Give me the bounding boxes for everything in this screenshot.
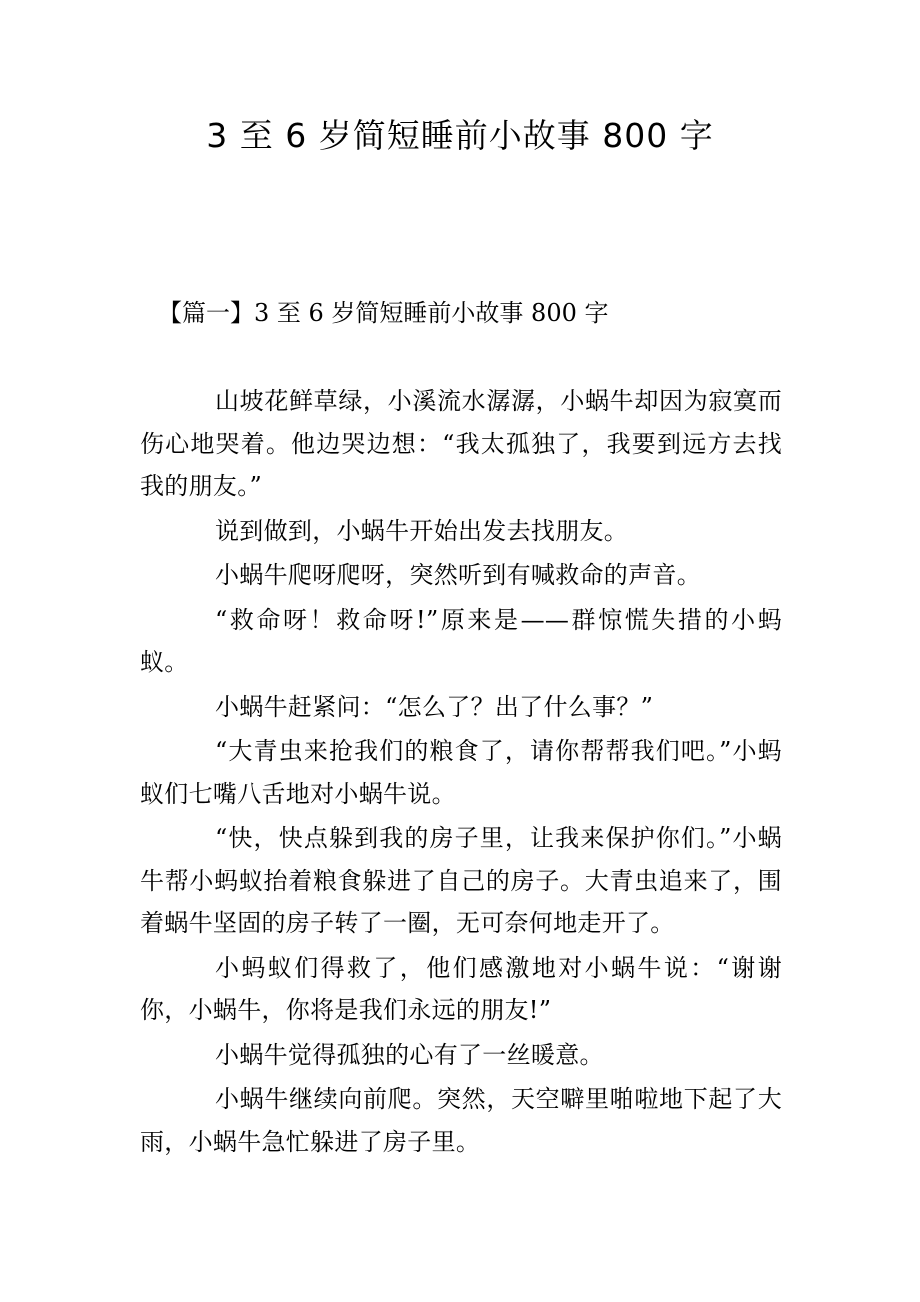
paragraph: 小蜗牛觉得孤独的心有了一丝暖意。 (215, 1040, 604, 1069)
story-body (140, 380, 782, 1165)
paragraph: 说到做到，小蜗牛开始出发去找朋友。 (215, 516, 629, 545)
paragraph: “大青虫来抢我们的粮食了，请你帮帮我们吧。”小蚂蚁们七嘴八舌地对小蜗牛说。 (140, 737, 782, 808)
paragraph: 小蜗牛赶紧问：“怎么了？出了什么事？” (215, 692, 654, 721)
paragraph: 小蜗牛继续向前爬。突然，天空噼里啪啦地下起了大雨，小蜗牛急忙躲进了房子里。 (140, 1085, 782, 1156)
document-title: 3 至 6 岁简短睡前小故事 800 字 (206, 116, 714, 155)
paragraph: 小蚂蚁们得救了，他们感激地对小蜗牛说：“谢谢你，小蜗牛，你将是我们永远的朋友!” (140, 953, 782, 1024)
paragraph: “救命呀！救命呀!”原来是——群惊慌失措的小蚂蚁。 (140, 605, 782, 676)
paragraph: 小蜗牛爬呀爬呀，突然听到有喊救命的声音。 (215, 561, 701, 589)
paragraph: 山坡花鲜草绿，小溪流水潺潺，小蜗牛却因为寂寞而伤心地哭着。他边哭边想：“我太孤独了，我要到远方去找我的朋友。” (140, 387, 782, 500)
paragraph: “快，快点躲到我的房子里，让我来保护你们。”小蜗牛帮小蚂蚁抬着粮食躲进了自己的房子。大青虫追来了，围着蜗牛坚固的房子转了一圈，无可奈何地走开了。 (140, 824, 782, 937)
section-heading: 【篇一】3 至 6 岁简短睡前小故事 800 字 (158, 299, 609, 327)
